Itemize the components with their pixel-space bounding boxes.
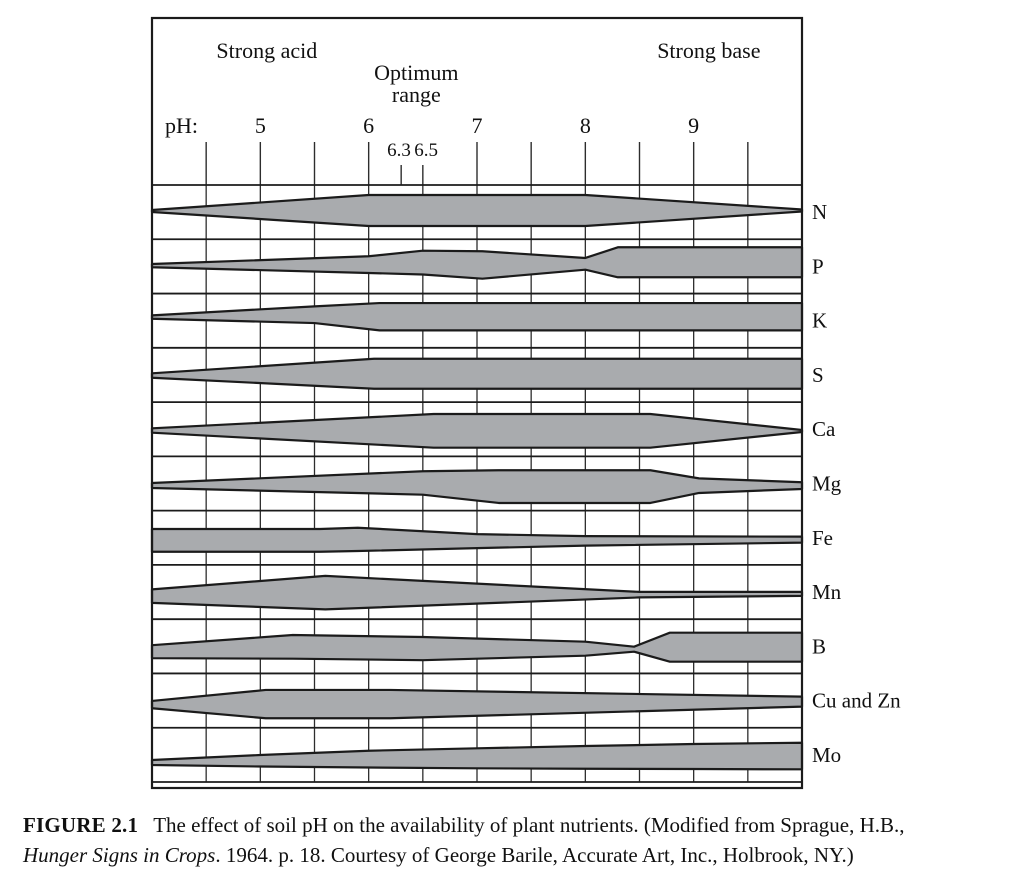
nutrient-label-Mg: Mg [812, 471, 842, 496]
figure-number: FIGURE 2.1 [23, 813, 139, 837]
nutrient-band-P [152, 247, 802, 278]
nutrient-label-N: N [812, 200, 828, 225]
strong-base-label: Strong base [657, 38, 761, 63]
nutrient-band-Cu-and-Zn [152, 690, 802, 718]
nutrient-label-Cu-and-Zn: Cu and Zn [812, 688, 901, 713]
ph-subtick-label-6.3: 6.3 [387, 140, 411, 161]
caption-text-rest: . 1964. p. 18. Courtesy of George Barile, Accurate Art, Inc., Holbrook, NY.) [215, 843, 854, 867]
ph-tick-label-6: 6 [363, 113, 375, 138]
figure-caption [23, 810, 1011, 870]
optimum-range-label-line1: Optimum [374, 60, 459, 85]
strong-acid-label: Strong acid [216, 38, 318, 63]
ph-tick-label-9: 9 [688, 113, 700, 138]
nutrient-label-P: P [812, 254, 824, 279]
nutrient-label-B: B [812, 634, 827, 659]
nutrient-label-Fe: Fe [812, 525, 833, 550]
nutrient-label-Mn: Mn [812, 580, 842, 605]
nutrient-band-K [152, 303, 802, 330]
caption-book-title: Hunger Signs in Crops [23, 843, 216, 867]
nutrient-band-N [152, 195, 802, 226]
ph-tick-label-7: 7 [471, 113, 483, 138]
ph-subtick-label-6.5: 6.5 [414, 140, 438, 161]
ph-axis-prefix: pH: [165, 113, 198, 138]
nutrient-label-Mo: Mo [812, 742, 842, 767]
nutrient-band-Mg [152, 470, 802, 503]
caption-line-1 [23, 810, 1011, 840]
optimum-range-label-line2: range [391, 82, 441, 107]
nutrient-band-Ca [152, 414, 802, 448]
nutrient-label-Ca: Ca [812, 417, 836, 442]
nutrient-label-K: K [812, 308, 828, 333]
nutrient-label-S: S [812, 362, 824, 387]
caption-line-2 [23, 840, 1011, 870]
nutrient-band-S [152, 359, 802, 389]
ph-tick-label-8: 8 [579, 113, 591, 138]
ph-tick-label-5: 5 [254, 113, 266, 138]
caption-text: The effect of soil pH on the availability of plant nutrients. (Modified from Sprague, H.B., [153, 813, 905, 837]
